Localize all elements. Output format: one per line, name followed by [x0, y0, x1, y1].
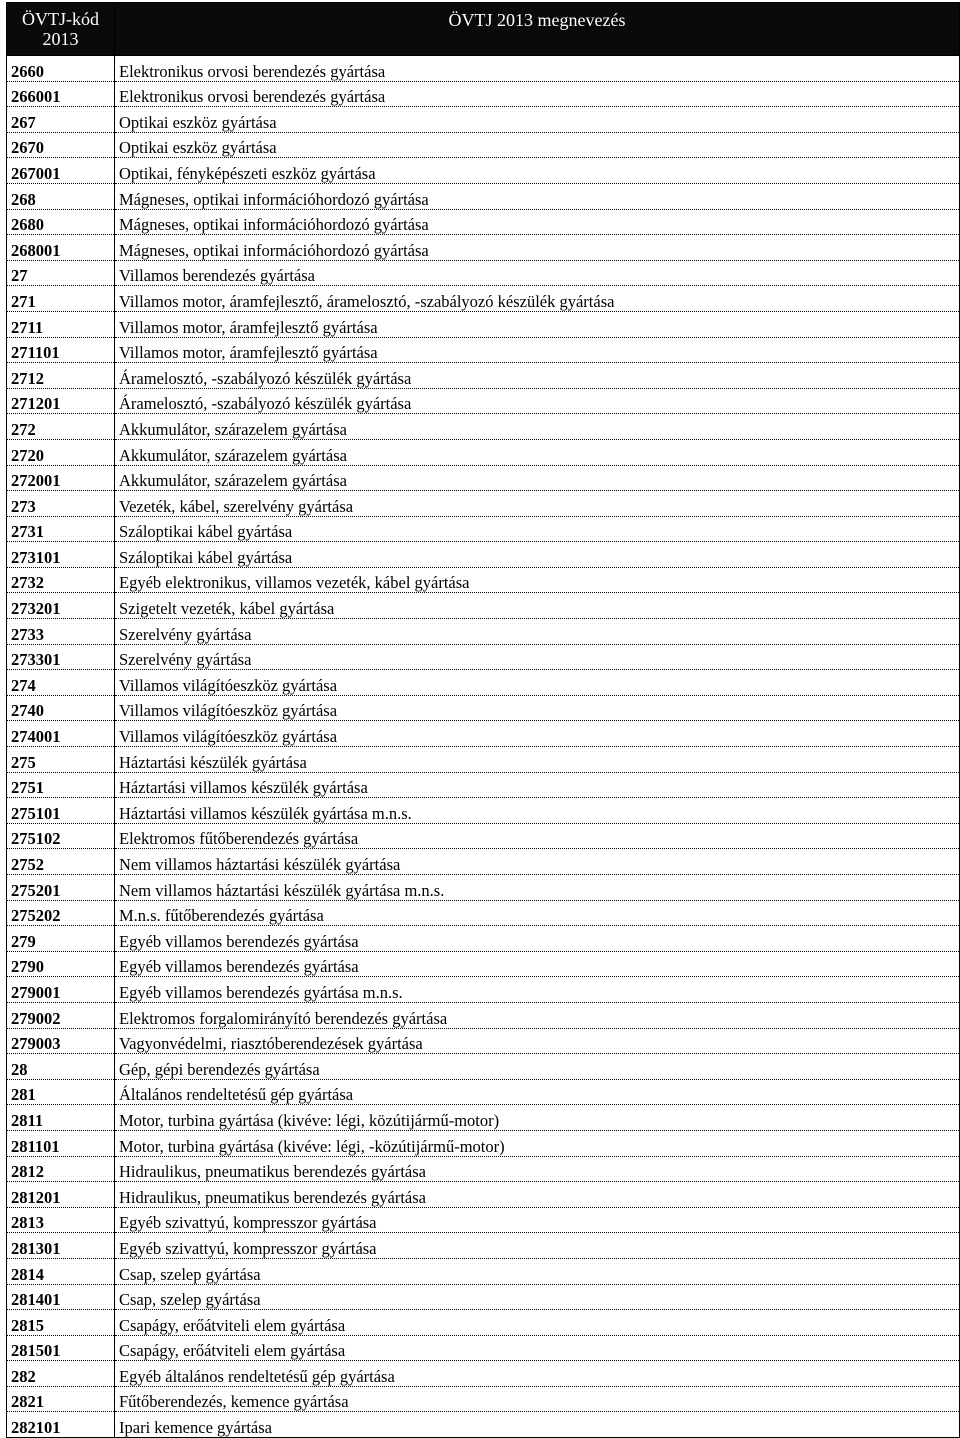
row-code: 2740 [7, 695, 115, 721]
table-row [7, 670, 960, 696]
row-name: Akkumulátor, szárazelem gyártása [115, 414, 960, 440]
row-code: 268 [7, 183, 115, 209]
row-name: Ipari kemence gyártása [115, 1412, 960, 1438]
row-name: Általános rendeltetésű gép gyártása [115, 1079, 960, 1105]
row-name: Vagyonvédelmi, riasztóberendezések gyártása [115, 1028, 960, 1054]
table-row [7, 158, 960, 184]
table-row [7, 900, 960, 926]
row-code: 273201 [7, 593, 115, 619]
row-name: Egyéb általános rendeltetésű gép gyártása [115, 1361, 960, 1387]
row-name: Áramelosztó, -szabályozó készülék gyártása [115, 363, 960, 389]
row-name: Villamos berendezés gyártása [115, 260, 960, 286]
table-row [7, 1182, 960, 1208]
table-row [7, 183, 960, 209]
table-row [7, 1284, 960, 1310]
row-name: Mágneses, optikai információhordozó gyártása [115, 209, 960, 235]
table-row [7, 235, 960, 261]
table-row [7, 439, 960, 465]
row-code: 281201 [7, 1182, 115, 1208]
table-row [7, 491, 960, 517]
row-name: Mágneses, optikai információhordozó gyártása [115, 235, 960, 261]
row-name: Csap, szelep gyártása [115, 1284, 960, 1310]
row-code: 2814 [7, 1258, 115, 1284]
row-name: Csapágy, erőátviteli elem gyártása [115, 1310, 960, 1336]
row-code: 2660 [7, 56, 115, 82]
row-name: Száloptikai kábel gyártása [115, 516, 960, 542]
row-code: 2720 [7, 439, 115, 465]
row-code: 267001 [7, 158, 115, 184]
table-row [7, 951, 960, 977]
row-name: Hidraulikus, pneumatikus berendezés gyártása [115, 1156, 960, 1182]
row-code: 2731 [7, 516, 115, 542]
row-name: Egyéb szivattyú, kompresszor gyártása [115, 1233, 960, 1259]
table-row [7, 772, 960, 798]
table-row [7, 388, 960, 414]
table-row [7, 107, 960, 133]
table-row [7, 567, 960, 593]
row-code: 2815 [7, 1310, 115, 1336]
row-name: Csapágy, erőátviteli elem gyártása [115, 1335, 960, 1361]
row-name: Motor, turbina gyártása (kivéve: légi, -közútijármű-motor) [115, 1130, 960, 1156]
row-name: Villamos világítóeszköz gyártása [115, 695, 960, 721]
row-name: Nem villamos háztartási készülék gyártása m.n.s. [115, 875, 960, 901]
row-code: 275101 [7, 798, 115, 824]
row-code: 274001 [7, 721, 115, 747]
table-row [7, 1310, 960, 1336]
row-name: Mágneses, optikai információhordozó gyártása [115, 183, 960, 209]
row-code: 275 [7, 747, 115, 773]
row-name: Egyéb elektronikus, villamos vezeték, kábel gyártása [115, 567, 960, 593]
row-code: 2680 [7, 209, 115, 235]
row-name: Motor, turbina gyártása (kivéve: légi, közútijármű-motor) [115, 1105, 960, 1131]
row-code: 281 [7, 1079, 115, 1105]
table-row [7, 593, 960, 619]
row-code: 2751 [7, 772, 115, 798]
row-code: 268001 [7, 235, 115, 261]
table-row [7, 260, 960, 286]
row-code: 266001 [7, 81, 115, 107]
table-row [7, 1233, 960, 1259]
table-row [7, 721, 960, 747]
table-row [7, 1105, 960, 1131]
row-name: Hidraulikus, pneumatikus berendezés gyártása [115, 1182, 960, 1208]
row-code: 281501 [7, 1335, 115, 1361]
row-name: Elektronikus orvosi berendezés gyártása [115, 81, 960, 107]
row-code: 273301 [7, 644, 115, 670]
row-name: Villamos világítóeszköz gyártása [115, 670, 960, 696]
code-header-line2: 2013 [42, 29, 79, 49]
row-code: 2732 [7, 567, 115, 593]
table-row [7, 414, 960, 440]
row-code: 279002 [7, 1002, 115, 1028]
table-row [7, 465, 960, 491]
row-name: Egyéb villamos berendezés gyártása [115, 951, 960, 977]
row-name: Egyéb szivattyú, kompresszor gyártása [115, 1207, 960, 1233]
code-table [6, 2, 960, 1438]
row-name: Háztartási villamos készülék gyártása m.n.s. [115, 798, 960, 824]
table-row [7, 56, 960, 82]
row-code: 281101 [7, 1130, 115, 1156]
table-row [7, 619, 960, 645]
table-row [7, 1258, 960, 1284]
row-name: Gép, gépi berendezés gyártása [115, 1054, 960, 1080]
table-row [7, 1002, 960, 1028]
row-name: Akkumulátor, szárazelem gyártása [115, 439, 960, 465]
table-row [7, 1156, 960, 1182]
table-row [7, 1054, 960, 1080]
row-name: Fűtőberendezés, kemence gyártása [115, 1386, 960, 1412]
table-row [7, 311, 960, 337]
table-row [7, 1028, 960, 1054]
table-row [7, 1335, 960, 1361]
name-column-header: ÖVTJ 2013 megnevezés [115, 3, 960, 56]
row-code: 2821 [7, 1386, 115, 1412]
table-row [7, 1412, 960, 1438]
row-code: 267 [7, 107, 115, 133]
table-row [7, 823, 960, 849]
row-code: 27 [7, 260, 115, 286]
table-row [7, 337, 960, 363]
table-row [7, 977, 960, 1003]
row-code: 282101 [7, 1412, 115, 1438]
row-name: Háztartási villamos készülék gyártása [115, 772, 960, 798]
row-code: 271 [7, 286, 115, 312]
table-row [7, 286, 960, 312]
row-name: Villamos motor, áramfejlesztő, áramelosztó, -szabályozó készülék gyártása [115, 286, 960, 312]
row-name: Csap, szelep gyártása [115, 1258, 960, 1284]
table-row [7, 875, 960, 901]
row-name: Szerelvény gyártása [115, 619, 960, 645]
table-row [7, 1079, 960, 1105]
row-name: Egyéb villamos berendezés gyártása [115, 926, 960, 952]
row-name: Akkumulátor, szárazelem gyártása [115, 465, 960, 491]
table-row [7, 1386, 960, 1412]
row-code: 28 [7, 1054, 115, 1080]
row-code: 2812 [7, 1156, 115, 1182]
row-code: 275201 [7, 875, 115, 901]
table-row [7, 209, 960, 235]
row-name: Villamos világítóeszköz gyártása [115, 721, 960, 747]
row-name: Elektromos forgalomirányító berendezés gyártása [115, 1002, 960, 1028]
row-code: 271201 [7, 388, 115, 414]
code-column-header [7, 3, 115, 56]
row-code: 2733 [7, 619, 115, 645]
table-row [7, 926, 960, 952]
table-row [7, 849, 960, 875]
row-code: 281301 [7, 1233, 115, 1259]
row-name: Elektronikus orvosi berendezés gyártása [115, 56, 960, 82]
table-row [7, 1361, 960, 1387]
row-code: 2711 [7, 311, 115, 337]
table-header [7, 3, 960, 56]
row-code: 272001 [7, 465, 115, 491]
row-name: Optikai eszköz gyártása [115, 107, 960, 133]
row-code: 279001 [7, 977, 115, 1003]
table-row [7, 81, 960, 107]
row-name: Szerelvény gyártása [115, 644, 960, 670]
row-name: Nem villamos háztartási készülék gyártása [115, 849, 960, 875]
row-name: Egyéb villamos berendezés gyártása m.n.s. [115, 977, 960, 1003]
row-name: Vezeték, kábel, szerelvény gyártása [115, 491, 960, 517]
row-name: Háztartási készülék gyártása [115, 747, 960, 773]
row-code: 272 [7, 414, 115, 440]
row-code: 2752 [7, 849, 115, 875]
table-row [7, 644, 960, 670]
row-name: Áramelosztó, -szabályozó készülék gyártása [115, 388, 960, 414]
row-code: 2712 [7, 363, 115, 389]
row-name: Villamos motor, áramfejlesztő gyártása [115, 337, 960, 363]
table-body [7, 56, 960, 1438]
row-code: 2813 [7, 1207, 115, 1233]
row-name: Szigetelt vezeték, kábel gyártása [115, 593, 960, 619]
row-code: 2811 [7, 1105, 115, 1131]
row-code: 279003 [7, 1028, 115, 1054]
table-row [7, 542, 960, 568]
table-row [7, 1130, 960, 1156]
row-name: Elektromos fűtőberendezés gyártása [115, 823, 960, 849]
row-name: Optikai, fényképészeti eszköz gyártása [115, 158, 960, 184]
code-header-line1: ÖVTJ-kód [22, 9, 99, 29]
table-row [7, 363, 960, 389]
row-code: 2670 [7, 132, 115, 158]
row-code: 273 [7, 491, 115, 517]
row-code: 282 [7, 1361, 115, 1387]
table-row [7, 516, 960, 542]
table-row [7, 1207, 960, 1233]
row-name: M.n.s. fűtőberendezés gyártása [115, 900, 960, 926]
table-row [7, 695, 960, 721]
row-code: 281401 [7, 1284, 115, 1310]
row-code: 273101 [7, 542, 115, 568]
row-name: Optikai eszköz gyártása [115, 132, 960, 158]
table-row [7, 798, 960, 824]
row-code: 274 [7, 670, 115, 696]
row-name: Villamos motor, áramfejlesztő gyártása [115, 311, 960, 337]
table-row [7, 747, 960, 773]
row-code: 275202 [7, 900, 115, 926]
row-name: Száloptikai kábel gyártása [115, 542, 960, 568]
table-row [7, 132, 960, 158]
row-code: 275102 [7, 823, 115, 849]
row-code: 279 [7, 926, 115, 952]
row-code: 271101 [7, 337, 115, 363]
row-code: 2790 [7, 951, 115, 977]
